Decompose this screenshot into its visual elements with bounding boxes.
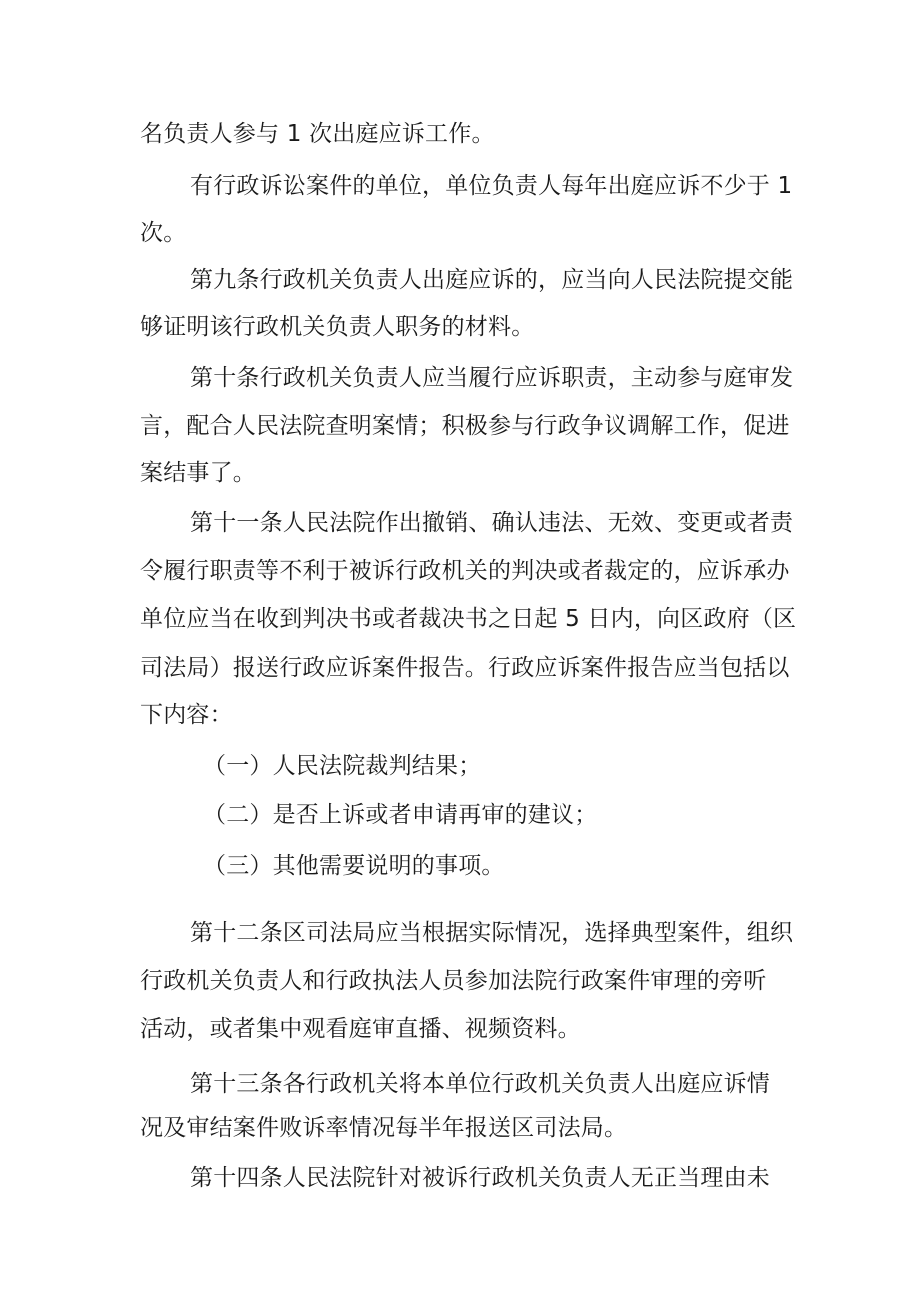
text-line: 次。: [140, 220, 187, 246]
list-item: （三）其他需要说明的事项。: [203, 853, 505, 879]
text-line: 下内容：: [140, 702, 233, 728]
text-line: 案结事了。: [140, 460, 256, 486]
text-line: 第十四条人民法院针对被诉行政机关负责人无正当理由未: [190, 1165, 770, 1191]
text-line: 活动，或者集中观看庭审直播、视频资料。: [140, 1016, 581, 1042]
text-line: 言，配合人民法院查明案情；积极参与行政争议调解工作，促进: [140, 413, 790, 439]
list-item: （一）人民法院裁判结果；: [203, 753, 482, 779]
text-line: 第九条行政机关负责人出庭应诉的，应当向人民法院提交能: [190, 267, 794, 293]
text-line: 行政机关负责人和行政执法人员参加法院行政案件审理的旁听: [140, 968, 767, 994]
text-line: 第十条行政机关负责人应当履行应诉职责，主动参与庭审发: [190, 365, 794, 391]
text-line: 令履行职责等不利于被诉行政机关的判决或者裁定的，应诉承办: [140, 558, 790, 584]
text-line: 第十三条各行政机关将本单位行政机关负责人出庭应诉情: [190, 1071, 770, 1097]
list-item: （二）是否上诉或者申请再审的建议；: [203, 802, 598, 828]
text-line: 司法局）报送行政应诉案件报告。行政应诉案件报告应当包括以: [140, 655, 790, 681]
text-line: 有行政诉讼案件的单位，单位负责人每年出庭应诉不少于 1: [190, 173, 793, 199]
text-line: 况及审结案件败诉率情况每半年报送区司法局。: [140, 1115, 628, 1141]
text-line: 单位应当在收到判决书或者裁决书之日起 5 日内，向区政府（区: [140, 606, 797, 632]
text-line: 第十一条人民法院作出撤销、确认违法、无效、变更或者责: [190, 510, 794, 536]
text-line: 够证明该行政机关负责人职务的材料。: [140, 314, 535, 340]
text-line: 名负责人参与 1 次出庭应诉工作。: [140, 121, 495, 147]
text-line: 第十二条区司法局应当根据实际情况，选择典型案件，组织: [190, 920, 794, 946]
